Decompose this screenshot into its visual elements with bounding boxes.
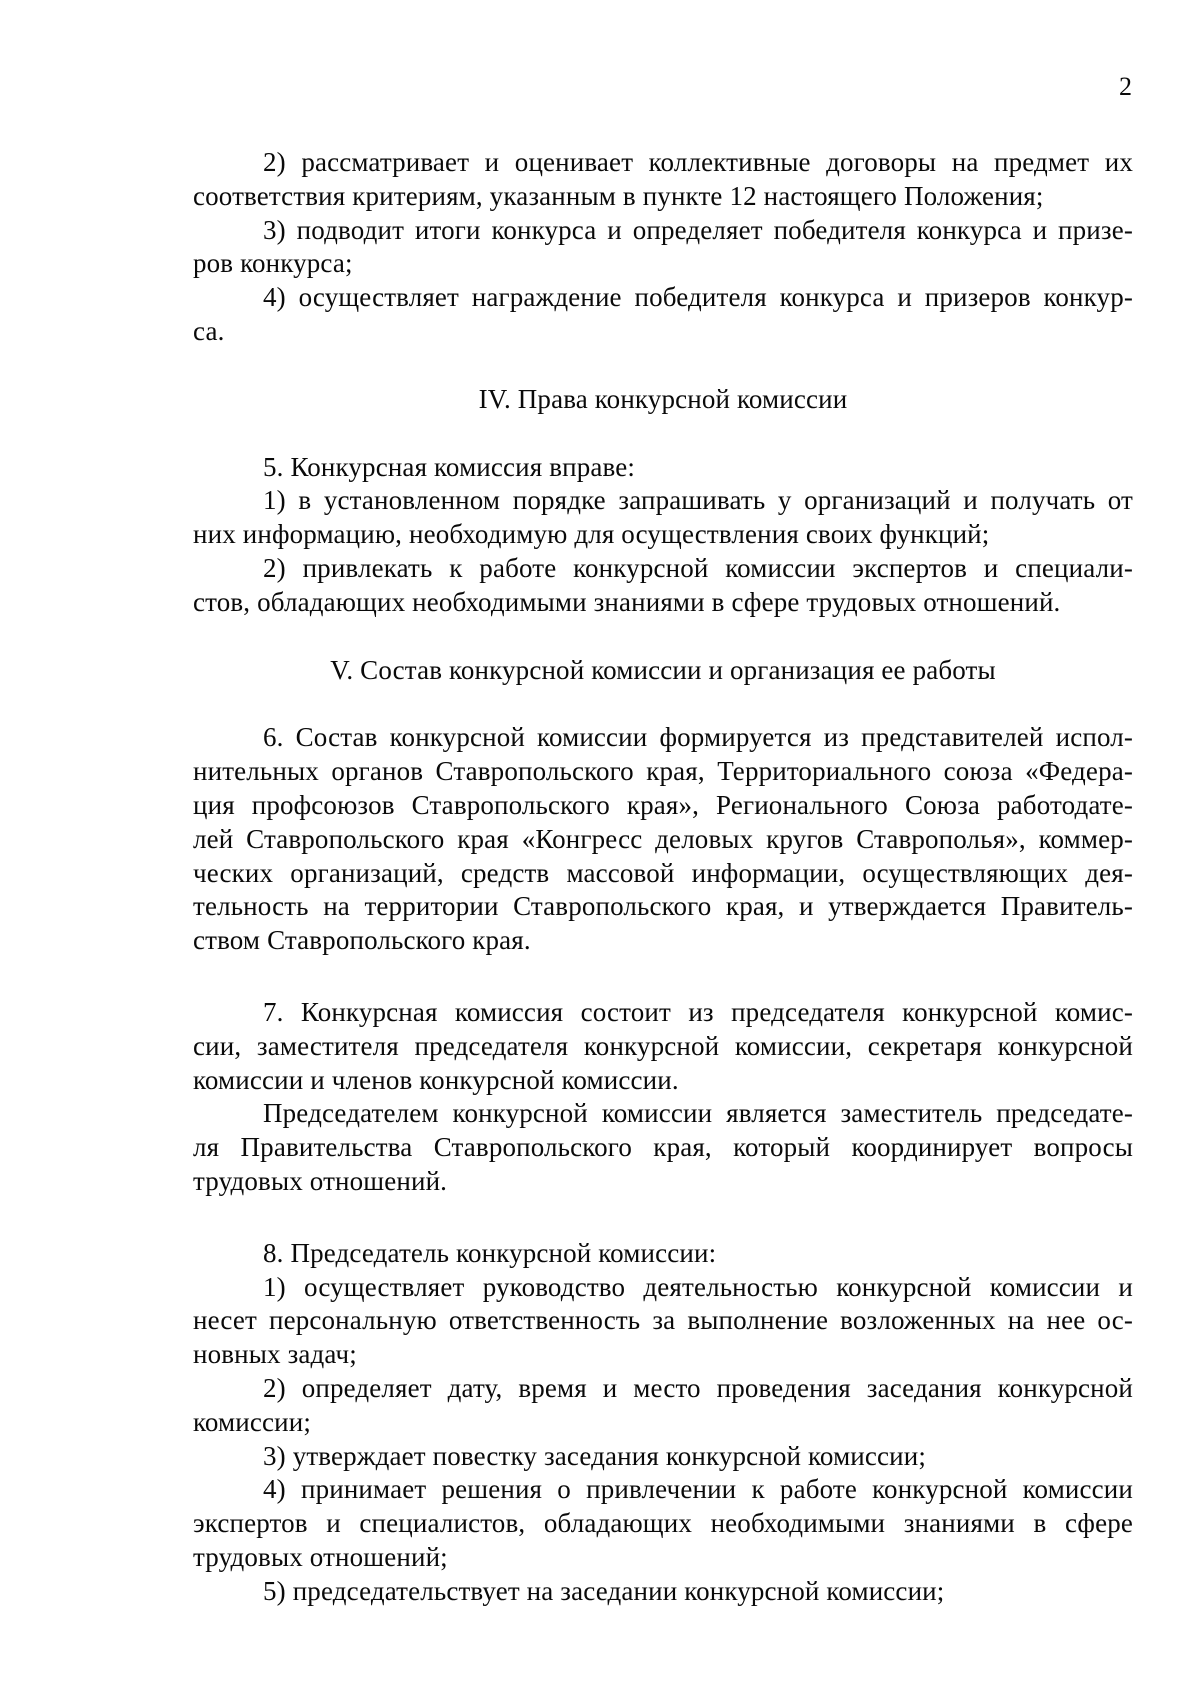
- text-line: ция профсоюзов Ставропольского края», Регионального Союза работодате-: [193, 789, 1133, 820]
- paragraph-3-item-4: [193, 281, 1133, 349]
- paragraph-5-item-1: [193, 484, 1133, 552]
- paragraph-3-item-3: [193, 214, 1133, 282]
- text-line: 1) в установленном порядке запрашивать у организаций и получать от: [263, 485, 1133, 516]
- paragraph-7-chairman: [193, 1097, 1133, 1198]
- section-heading-iv: IV. Права конкурсной комиссии: [478, 383, 848, 414]
- section-heading-v: V. Состав конкурсной комиссии и организация ее работы: [330, 654, 996, 685]
- text-line: сии, заместителя председателя конкурсной комиссии, секретаря конкурсной: [193, 1030, 1133, 1061]
- text-line: са.: [193, 315, 225, 346]
- text-line: нительных органов Ставропольского края, Территориального союза «Федера-: [193, 756, 1133, 787]
- text-line: 3) подводит итоги конкурса и определяет победителя конкурса и призе-: [263, 214, 1133, 245]
- text-line: 4) принимает решения о привлечении к работе конкурсной комиссии: [263, 1474, 1133, 1505]
- text-line: тельность на территории Ставропольского края, и утверждается Правитель-: [193, 891, 1133, 922]
- text-line: экспертов и специалистов, обладающих необходимыми знаниями в сфере: [193, 1508, 1133, 1539]
- text-line: несет персональную ответственность за выполнение возложенных на нее ос-: [193, 1305, 1133, 1336]
- paragraph-8-item-3: [193, 1440, 1133, 1474]
- text-line: 2) рассматривает и оценивает коллективные договоры на предмет их: [263, 147, 1133, 177]
- text-line: ля Правительства Ставропольского края, который координирует вопросы: [193, 1132, 1133, 1163]
- text-line: 6. Состав конкурсной комиссии формируется из представителей испол-: [263, 722, 1133, 753]
- text-line: 1) осуществляет руководство деятельностью конкурсной комиссии и: [263, 1271, 1133, 1302]
- text-line: ров конкурса;: [193, 248, 353, 279]
- text-line: 2) привлекать к работе конкурсной комиссии экспертов и специали-: [263, 552, 1133, 583]
- text-line: соответствия критериям, указанным в пункте 12 настоящего Положения;: [193, 180, 1044, 211]
- paragraph-8: [193, 1237, 1133, 1271]
- paragraph-6: [193, 721, 1133, 958]
- text-line: трудовых отношений.: [193, 1165, 448, 1196]
- text-line: 2) определяет дату, время и место проведения заседания конкурсной: [263, 1372, 1133, 1403]
- text-line: 5. Конкурсная комиссия вправе:: [263, 451, 636, 482]
- paragraph-7: [193, 996, 1133, 1097]
- paragraph-8-item-1: [193, 1271, 1133, 1372]
- text-line: стов, обладающих необходимыми знаниями в сфере трудовых отношений.: [193, 586, 1061, 617]
- text-line: 4) осуществляет награждение победителя конкурса и призеров конкур-: [263, 282, 1133, 313]
- text-line: новных задач;: [193, 1339, 357, 1370]
- paragraph-8-item-4: [193, 1473, 1133, 1574]
- text-line: 7. Конкурсная комиссия состоит из председателя конкурсной комис-: [263, 996, 1133, 1027]
- paragraph-8-item-2: [193, 1372, 1133, 1440]
- text-line: 5) председательствует на заседании конкурсной комиссии;: [263, 1575, 945, 1606]
- text-line: комиссии и членов конкурсной комиссии.: [193, 1064, 679, 1095]
- text-line: комиссии;: [193, 1406, 311, 1437]
- paragraph-8-item-5: [193, 1575, 1133, 1609]
- text-line: трудовых отношений;: [193, 1541, 448, 1572]
- text-line: ческих организаций, средств массовой информации, осуществляющих дея-: [193, 857, 1133, 888]
- paragraph-5: [193, 451, 1133, 485]
- paragraph-5-item-2: [193, 552, 1133, 620]
- page-number: 2: [1119, 72, 1132, 101]
- text-line: ством Ставропольского края.: [193, 925, 531, 956]
- paragraph-3-item-2: [193, 146, 1133, 214]
- text-line: них информацию, необходимую для осуществления своих функций;: [193, 519, 990, 550]
- document-body: [193, 146, 1133, 1608]
- text-line: 3) утверждает повестку заседания конкурсной комиссии;: [263, 1440, 927, 1471]
- text-line: лей Ставропольского края «Конгресс деловых кругов Ставрополья», коммер-: [193, 823, 1133, 854]
- text-line: Председателем конкурсной комиссии является заместитель председате-: [263, 1098, 1133, 1129]
- text-line: 8. Председатель конкурсной комиссии:: [263, 1237, 717, 1268]
